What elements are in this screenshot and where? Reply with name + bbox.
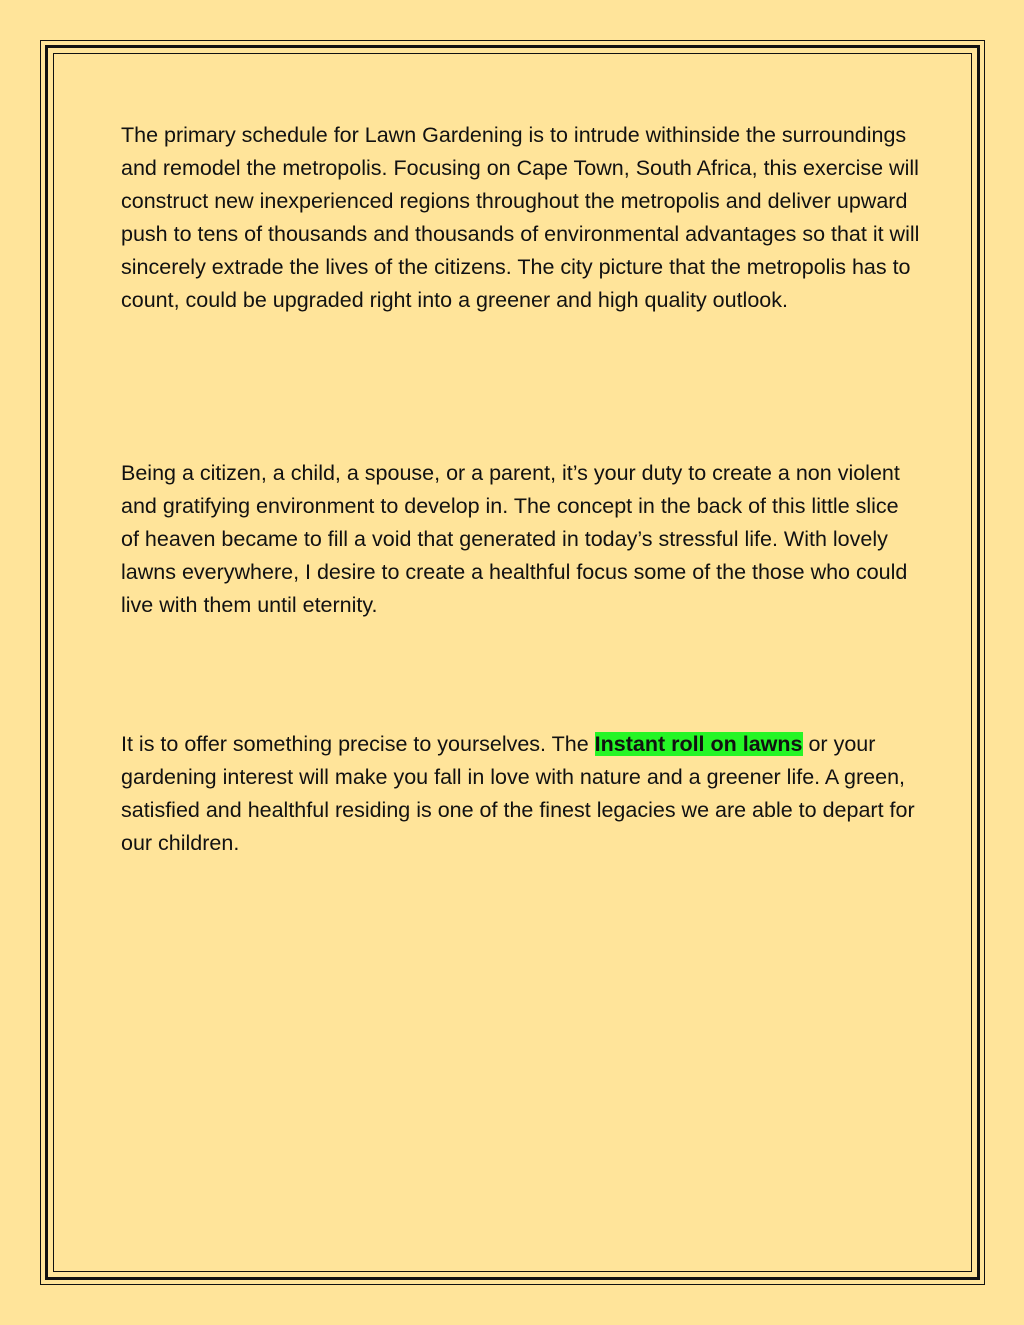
paragraph-3-text-before: It is to offer something precise to yourselves. The [121, 732, 595, 756]
highlighted-link-text[interactable]: Instant roll on lawns [594, 732, 803, 756]
paragraph-3 [121, 728, 921, 860]
paragraph-1: The primary schedule for Lawn Gardening is to intrude withinside the surroundings and remodel the metropolis. Focusing on Cape Town, South Africa, this exercise will construct new inexperienced regions throughout the metropolis and deliver upward push to tens of thousands and thousands of environmental advantages so that it will sincerely extrade the lives of the citizens. The city picture that the metropolis has to count, could be upgraded right into a greener and high quality outlook. [121, 123, 920, 312]
paragraph-3-text-after: or your gardening interest will make you fall in love with nature and a greener life. A green, satisfied and healthful residing is one of the finest legacies we are able to depart for our children. [121, 732, 915, 855]
paragraph-2: Being a citizen, a child, a spouse, or a parent, it’s your duty to create a non violent and gratifying environment to develop in. The concept in the back of this little slice of heaven became to fill a void that generated in today’s stressful life. With lovely lawns everywhere, I desire to create a healthful focus some of the those who could live with them until eternity. [121, 461, 908, 617]
